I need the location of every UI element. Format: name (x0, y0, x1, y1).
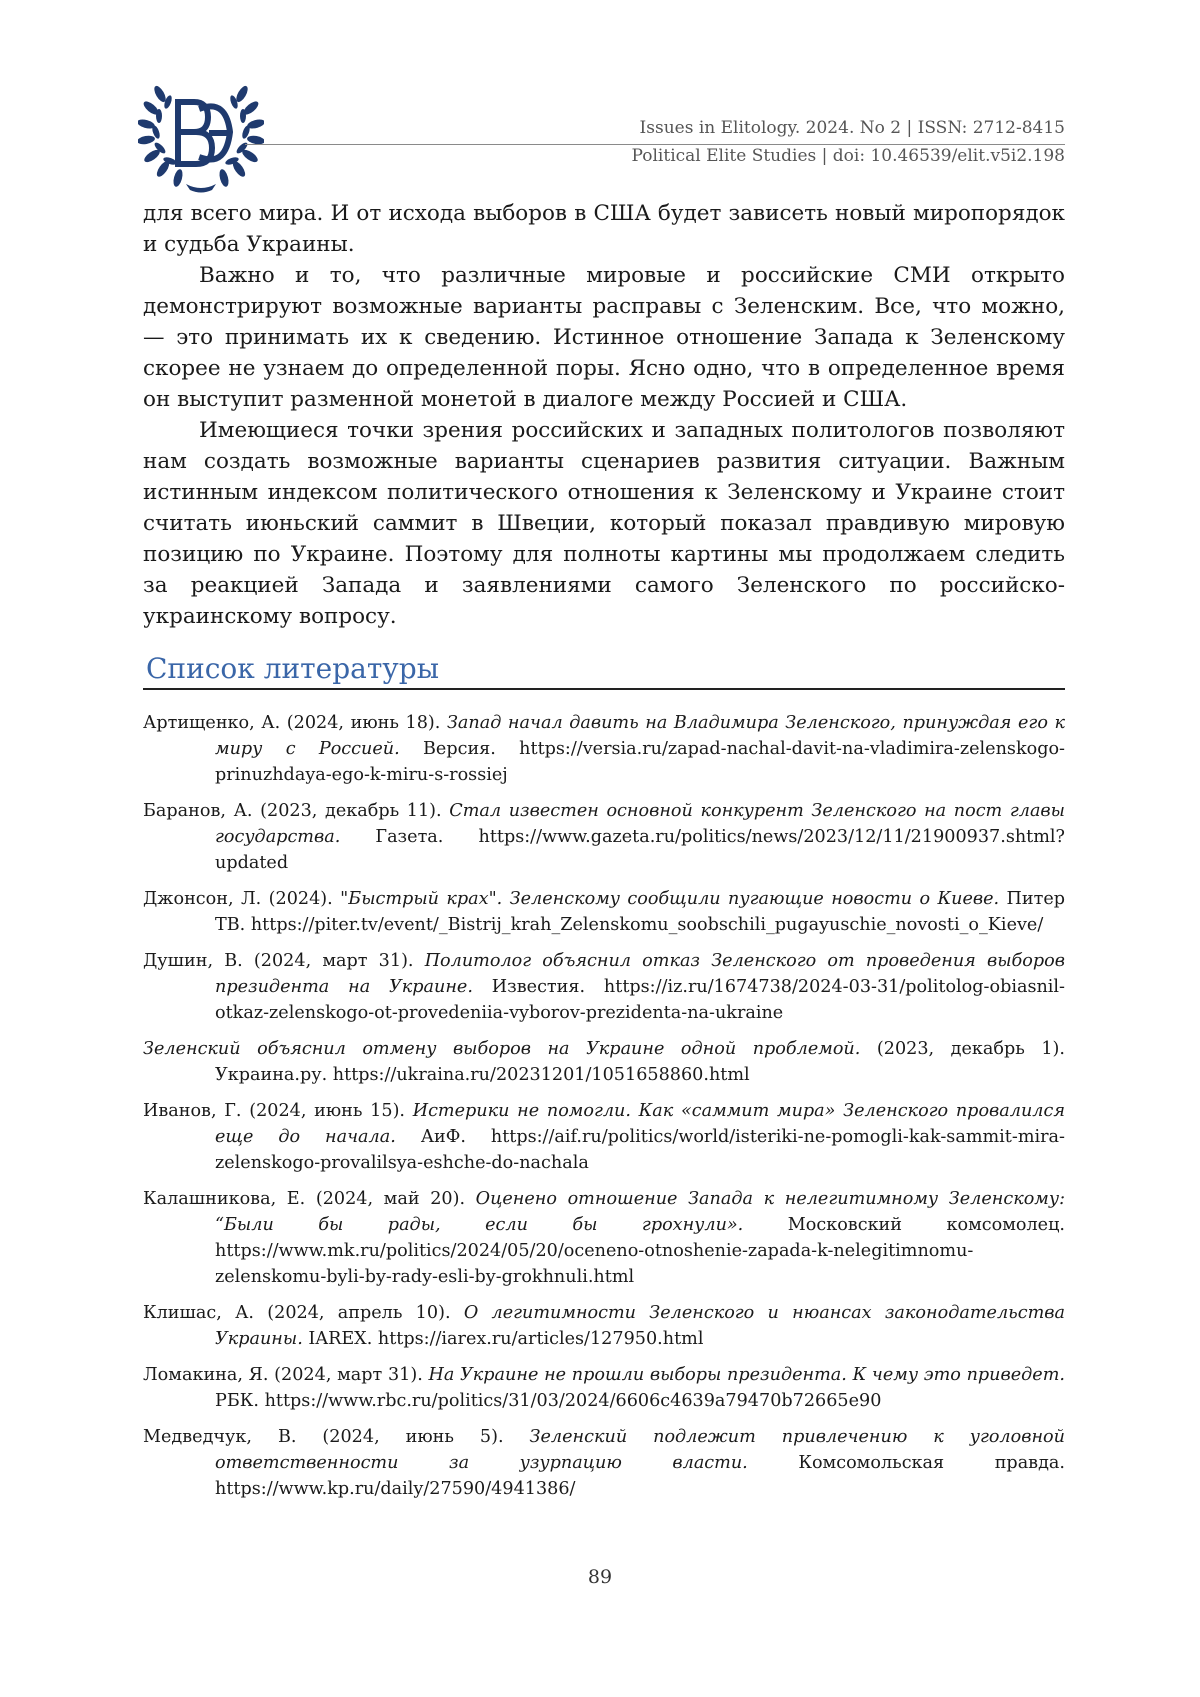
reference-item (143, 1424, 1065, 1502)
reference-author: Иванов, Г. (2024, июнь 15). (143, 1101, 413, 1121)
reference-item (143, 948, 1065, 1026)
reference-item (143, 798, 1065, 876)
reference-title: Зеленский объяснил отмену выборов на Украине одной проблемой. (143, 1039, 861, 1059)
reference-title: Стал известен основной конкурент Зеленского на пост главы государства. (215, 801, 1066, 847)
reference-title: О легитимности Зеленского и нюансах законодательства Украины. (215, 1303, 1065, 1349)
reference-author: Душин, В. (2024, март 31). (143, 951, 425, 971)
reference-author: Калашникова, Е. (2024, май 20). (143, 1189, 476, 1209)
reference-author: Клишас, А. (2024, апрель 10). (143, 1303, 464, 1323)
reference-title: Истерики не помогли. Как «саммит мира» Зеленского провалился еще до начала. (215, 1101, 1065, 1147)
reference-title: "Быстрый крах". Зеленскому сообщили пугающие новости о Киеве. (340, 889, 1000, 909)
article-body (143, 198, 1065, 632)
reference-item (143, 1036, 1065, 1088)
header-divider (245, 144, 1065, 145)
reference-source: Известия. https://iz.ru/1674738/2024-03-31/politolog-obiasnil-otkaz-zelenskogo-ot-provedeniia-vyborov-prezidenta-na-ukraine (215, 977, 1066, 1023)
reference-title: На Украине не прошли выборы президента. К чему это приведет. (428, 1365, 1065, 1385)
reference-source: РБК. https://www.rbc.ru/politics/31/03/2024/6606c4639a79470b72665e90 (215, 1391, 882, 1411)
reference-item (143, 1300, 1065, 1352)
reference-title: Оценено отношение Запада к нелегитимному Зеленскому: “Были бы рады, если бы грохнули». (215, 1189, 1066, 1235)
reference-source: Московский комсомолец. https://www.mk.ru/politics/2024/05/20/oceneno-otnoshenie-zapada-k-nelegitimnomu-zelenskomu-byli-by-rady-esli-by-grokhnuli.html (215, 1215, 1065, 1287)
references-divider (143, 688, 1065, 690)
reference-source: Версия. https://versia.ru/zapad-nachal-davit-na-vladimira-zelenskogo-prinuzhdaya-ego-k-miru-s-rossiej (215, 739, 1065, 785)
reference-author: Медведчук, В. (2024, июнь 5). (143, 1427, 530, 1447)
page-number: 89 (587, 1566, 613, 1588)
reference-source: IAREX. https://iarex.ru/articles/127950.html (302, 1329, 704, 1349)
reference-author: Джонсон, Л. (2024). (143, 889, 341, 909)
reference-source: Комсомольская правда. https://www.kp.ru/daily/27590/4941386/ (215, 1453, 1065, 1499)
reference-title: Запад начал давить на Владимира Зеленского, принуждая его к миру с Россией. (215, 713, 1065, 759)
reference-source: Газета. https://www.gazeta.ru/politics/news/2023/12/11/21900937.shtml?updated (215, 827, 1065, 873)
reference-author: Артищенко, А. (2024, июнь 18). (143, 713, 447, 733)
reference-item (143, 1362, 1065, 1414)
monogram-icon (178, 102, 230, 164)
reference-item (143, 710, 1065, 788)
reference-source: (2023, декабрь 1). Украина.ру. https://ukraina.ru/20231201/1051658860.html (215, 1039, 1065, 1085)
references-list (143, 710, 1065, 1512)
reference-item (143, 886, 1065, 938)
reference-source: АиФ. https://aif.ru/politics/world/isteriki-ne-pomogli-kak-sammit-mira-zelenskogo-provalilsya-eshche-do-nachala (215, 1127, 1065, 1173)
reference-source: Питер ТВ. https://piter.tv/event/_Bistrij_krah_Zelenskomu_soobschili_pugayuschie_novosti_o_Kieve/ (215, 889, 1065, 935)
reference-item (143, 1186, 1065, 1290)
reference-title: Зеленский подлежит привлечению к уголовной ответственности за узурпацию власти. (215, 1427, 1065, 1473)
body-paragraph: Имеющиеся точки зрения российских и западных политологов позволяют нам создать возможные варианты сценариев развития ситуации. Важным истинным индексом политического отношения к Зеленскому и Украине стоит считать июньский саммит в Швеции, который показал правдивую мировую позицию по Украине. Поэтому для полноты картины мы продолжаем следить за реакцией Запада и заявлениями самого Зеленского по российско-украинскому вопросу. (143, 418, 1065, 629)
journal-doi-info: Political Elite Studies | doi: 10.46539/elit.v5i2.198 (631, 146, 1065, 166)
reference-author: Ломакина, Я. (2024, март 31). (143, 1365, 429, 1385)
reference-item (143, 1098, 1065, 1176)
journal-issue-info: Issues in Elitology. 2024. No 2 | ISSN: 2712-8415 (639, 118, 1065, 138)
body-paragraph: Важно и то, что различные мировые и российские СМИ открыто демонстрируют возможные варианты расправы с Зеленским. Все, что можно, — это принимать их к сведению. Истинное отношение Запада к Зеленскому скорее не узнаем до определенной поры. Ясно одно, что в определенное время он выступит разменной монетой в диалоге между Россией и США. (143, 263, 1065, 412)
journal-logo (138, 72, 264, 194)
reference-author: Баранов, А. (2023, декабрь 11). (143, 801, 450, 821)
references-heading: Список литературы (146, 652, 439, 685)
reference-title: Политолог объяснил отказ Зеленского от проведения выборов президента на Украине. (215, 951, 1065, 997)
body-paragraph: для всего мира. И от исхода выборов в США будет зависеть новый миропорядок и судьба Украины. (143, 201, 1065, 257)
